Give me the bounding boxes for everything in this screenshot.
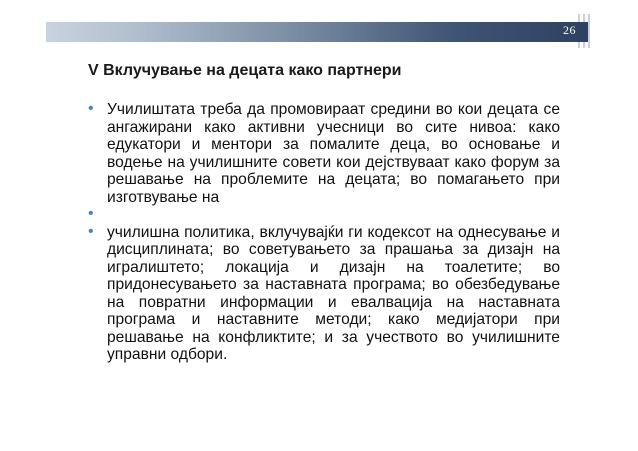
page-number: 26 <box>563 23 576 37</box>
bullet-icon: • <box>88 100 94 117</box>
decorative-stripe <box>588 14 590 48</box>
bullet-item <box>88 224 560 364</box>
bullet-icon: • <box>88 205 94 222</box>
bullet-item <box>88 101 560 206</box>
bullet-text: Училиштата треба да промовираат средини во кои децата се ангажирани како активни учесници во сите нивоа: како едукатори и ментори за помалите деца, во основање и водење на училишните совети кои дејствуваат како форум за решавање на проблемите на децата; во помагањето при изготвување на <box>107 101 560 206</box>
slide-title: V Вклучување на децата како партнери <box>88 62 402 79</box>
header-bar <box>46 22 588 42</box>
bullet-text: училишна политика, вклучувајќи ги кодексот на однесување и дисциплината; во советувањето за прашања за дизајн на игралиштето; локација и дизајн на тоалетите; во придонесувањето за наставната програма; во обезбедување на повратни информации и евалвација на наставната програма и наставните методи; како медијатори при решавање на конфликтите; и за учеството во училишните управни одбори. <box>107 223 560 363</box>
bullet-item <box>88 206 560 224</box>
bullet-icon: • <box>88 222 94 240</box>
slide-body <box>88 101 560 364</box>
